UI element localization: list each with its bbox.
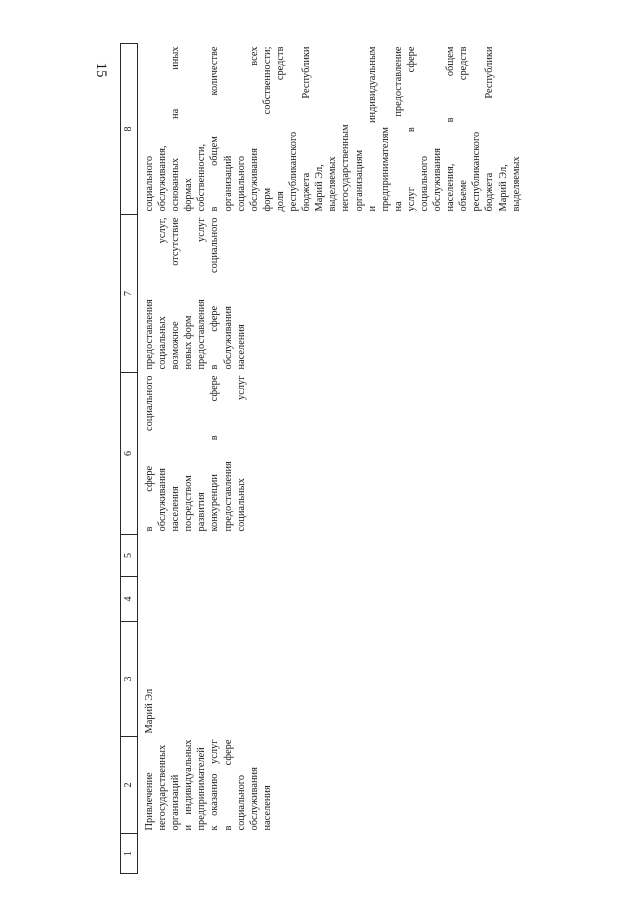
text-line: бюджета Республики [484,46,496,212]
text-line: основанных на иных [170,46,182,212]
table-cell-col-8 [138,44,523,215]
column-header: 4 [121,577,138,622]
table-row [138,44,523,874]
text-line: обслуживания [157,468,169,532]
text-line: республиканского [288,131,300,212]
table-cell-col-6 [138,373,523,535]
column-header: 2 [121,737,138,834]
text-line: и индивидуальных [183,739,195,831]
text-line: организаций [222,155,234,212]
text-line: на предоставление [392,46,404,212]
column-header: 7 [121,215,138,373]
text-line: бюджета Республики [301,46,313,212]
text-line: республиканского [471,131,483,212]
text-line: выделяемых [327,156,339,212]
table-cell-col-5 [138,535,523,577]
text-line: в общем количестве [209,46,221,212]
text-line: возможное отсутствие [170,217,182,370]
text-line: предпринимателям [379,127,391,212]
text-line: новых форм [183,315,195,370]
text-line: развития [196,492,208,532]
text-line: собственности, [196,143,208,212]
table-cell-col-4 [138,577,523,622]
text-line: и индивидуальным [366,46,378,212]
text-line: посредством [183,475,195,532]
column-header: 6 [121,373,138,535]
text-line: населения [261,785,273,831]
text-line: обслуживания [248,767,260,831]
text-line: населения [235,324,247,370]
text-line: предоставления услуг [196,217,208,370]
text-line: выделяемых [510,156,522,212]
rotated-page-content [120,44,600,874]
column-header: 3 [121,622,138,737]
column-header: 1 [121,834,138,874]
text-line: форм собственности; [261,46,273,212]
text-line: в сфере социального [209,217,221,370]
text-line: Привлечение [144,772,155,831]
text-line: обслуживания всех [248,46,260,212]
text-line: социального [418,155,430,212]
table-cell-col-3 [138,622,523,737]
table-cell-col-1 [138,834,523,874]
text-line: негосударственных [157,744,169,831]
text-line: предпринимателей [196,747,208,831]
text-line: обслуживания, [157,145,169,212]
text-line: населения, в общем [445,46,457,212]
text-line: конкуренции в сфере [209,375,221,532]
text-line: в сфере социального [222,739,247,831]
text-line: обслуживания [222,306,234,370]
document-table [120,43,523,874]
text-line: негосударственным [340,124,352,212]
text-line: Марий Эл, [497,164,509,212]
text-line: услуг в сфере [405,46,417,212]
text-line: предоставления [222,461,234,532]
table-cell-col-7 [138,215,523,373]
text-line: Марий Эл [144,688,155,734]
text-line: социального [144,155,155,212]
text-line: формах [183,178,195,212]
text-line: социальных услуг, [157,217,169,370]
page-number: 15 [93,62,109,78]
text-line: организациям [353,149,365,212]
text-line: организаций [170,774,182,831]
text-line: объеме средств [458,46,470,212]
text-line: в сфере социального [144,375,155,532]
text-line: социальных услуг [235,375,247,532]
text-line: предоставления [144,299,155,370]
column-header: 8 [121,44,138,215]
column-header: 5 [121,535,138,577]
text-line: обслуживания [432,148,444,212]
text-line: населения [170,486,182,532]
table-cell-col-2 [138,737,523,834]
table-header-row [121,44,138,874]
text-line: Марий Эл, [314,164,326,212]
text-line: социального [235,155,247,212]
text-line: к оказанию услуг [209,739,221,831]
text-line: доля средств [274,46,286,212]
